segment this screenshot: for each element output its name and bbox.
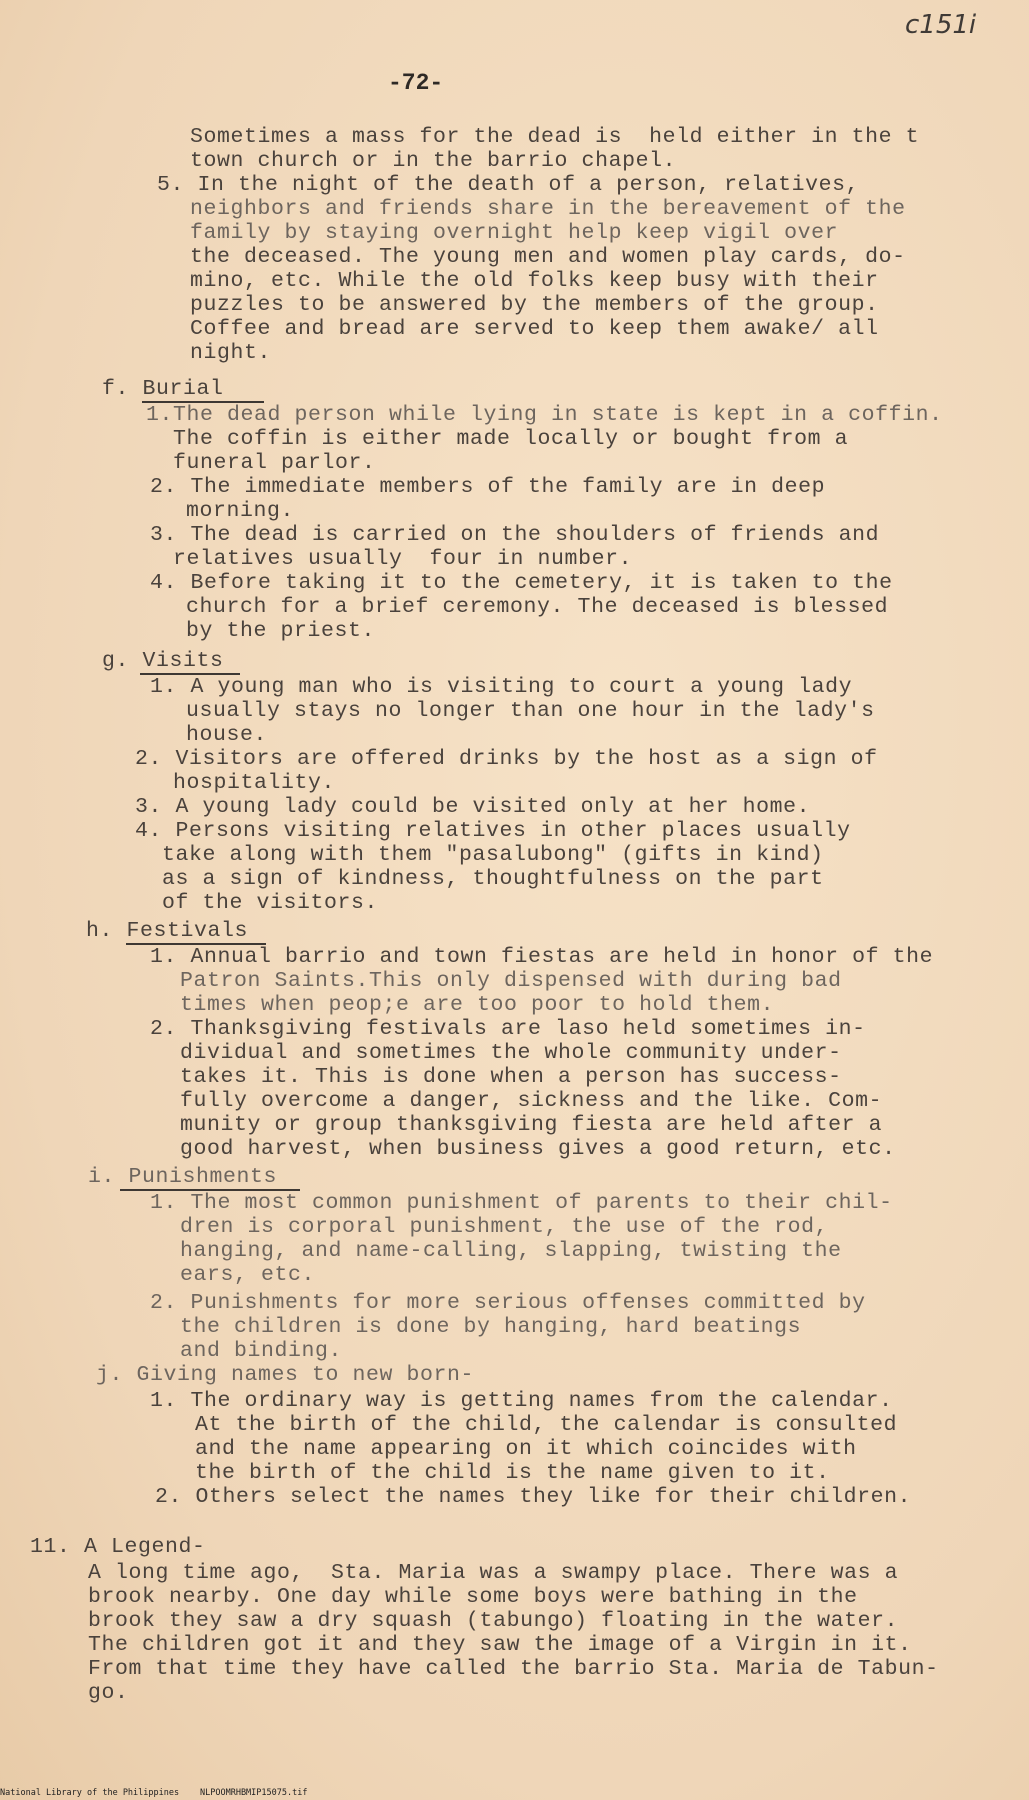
archive-corner-mark: c151i (905, 10, 977, 40)
text-line: the deceased. The young men and women play cards, do- (190, 245, 906, 269)
text-line: The coffin is either made locally or bought from a (173, 427, 849, 451)
text-line: 1. Annual barrio and town fiestas are held in honor of the (150, 945, 934, 969)
text-line: ears, etc. (180, 1263, 316, 1287)
footer-library-name: National Library of the Philippines (0, 1788, 180, 1798)
text-line: 2. Visitors are offered drinks by the host as a sign of (135, 747, 878, 771)
text-line: From that time they have called the barrio Sta. Maria de Tabun- (88, 1657, 939, 1681)
text-line: hospitality. (173, 771, 336, 795)
text-line: church for a brief ceremony. The deceased is blessed (186, 595, 889, 619)
section-heading-legend: 11. A Legend- (30, 1535, 206, 1559)
text-line: the children is done by hanging, hard beatings (180, 1315, 802, 1339)
text-line: 1. The most common punishment of parents to their chil- (150, 1191, 893, 1215)
footer-file-name: NLPOOMRHBMIP15075.tif (200, 1788, 308, 1798)
text-line: brook they saw a dry squash (tabungo) floating in the water. (88, 1609, 899, 1633)
text-line: funeral parlor. (173, 451, 376, 475)
text-line: the birth of the child is the name given to it. (195, 1461, 830, 1485)
text-line: of the visitors. (162, 891, 379, 915)
text-line: dividual and sometimes the whole community under- (180, 1041, 842, 1065)
text-line: hanging, and name-calling, slapping, twisting the (180, 1239, 842, 1263)
text-line: go. (88, 1681, 129, 1705)
text-line: Coffee and bread are served to keep them awake/ all (190, 317, 879, 341)
text-line: town church or in the barrio chapel. (190, 149, 677, 173)
text-line: times when peop;e are too poor to hold them. (180, 993, 775, 1017)
text-line: munity or group thanksgiving fiesta are held after a (180, 1113, 883, 1137)
text-line: house. (186, 723, 268, 747)
text-line: puzzles to be answered by the members of the group. (190, 293, 879, 317)
text-line: 1. The ordinary way is getting names from the calendar. (150, 1389, 893, 1413)
text-line: as a sign of kindness, thoughtfulness on the part (162, 867, 824, 891)
text-line: Patron Saints.This only dispensed with during bad (180, 969, 842, 993)
text-line: family by staying overnight help keep vigil over (190, 221, 839, 245)
text-line: takes it. This is done when a person has success- (180, 1065, 842, 1089)
text-line: 2. Thanksgiving festivals are laso held sometimes in- (150, 1017, 866, 1041)
text-line: mino, etc. While the old folks keep busy with their (190, 269, 879, 293)
text-line: good harvest, when business gives a good return, etc. (180, 1137, 896, 1161)
text-line: 4. Before taking it to the cemetery, it is taken to the (150, 571, 893, 595)
text-line: 2. Others select the names they like for their children. (155, 1485, 912, 1509)
text-line: dren is corporal punishment, the use of the rod, (180, 1215, 829, 1239)
text-line: 1.The dead person while lying in state is kept in a coffin. (146, 403, 943, 427)
text-line: The children got it and they saw the image of a Virgin in it. (88, 1633, 912, 1657)
text-line: morning. (186, 499, 295, 523)
text-line: 3. A young lady could be visited only at her home. (135, 795, 811, 819)
text-line: fully overcome a danger, sickness and the like. Com- (180, 1089, 883, 1113)
section-heading-burial: f. Burial (102, 377, 224, 401)
text-line: relatives usually four in number. (173, 547, 633, 571)
text-line: 2. Punishments for more serious offenses committed by (150, 1291, 866, 1315)
text-line: 5. In the night of the death of a person, relatives, (157, 173, 860, 197)
text-line: 1. A young man who is visiting to court a young lady (150, 675, 853, 699)
text-line: 4. Persons visiting relatives in other places usually (135, 819, 851, 843)
text-line: and the name appearing on it which coincides with (195, 1437, 857, 1461)
text-line: Sometimes a mass for the dead is held either in the t (190, 125, 920, 149)
section-heading-naming: j. Giving names to new born- (96, 1363, 475, 1387)
text-line: neighbors and friends share in the bereavement of the (190, 197, 906, 221)
text-line: and binding. (180, 1339, 343, 1363)
text-line: 3. The dead is carried on the shoulders of friends and (150, 523, 880, 547)
page-number: -72- (388, 70, 444, 96)
text-line: At the birth of the child, the calendar is consulted (195, 1413, 898, 1437)
text-line: usually stays no longer than one hour in the lady's (186, 699, 875, 723)
section-heading-punishments: i. Punishments (88, 1165, 278, 1189)
text-line: 2. The immediate members of the family are in deep (150, 475, 826, 499)
text-line: by the priest. (186, 619, 376, 643)
text-line: A long time ago, Sta. Maria was a swampy place. There was a (88, 1561, 899, 1585)
text-line: brook nearby. One day while some boys were bathing in the (88, 1585, 858, 1609)
section-heading-festivals: h. Festivals (86, 919, 249, 943)
text-line: take along with them "pasalubong" (gifts in kind) (162, 843, 824, 867)
section-heading-visits: g. Visits (102, 649, 224, 673)
text-line: night. (190, 341, 272, 365)
